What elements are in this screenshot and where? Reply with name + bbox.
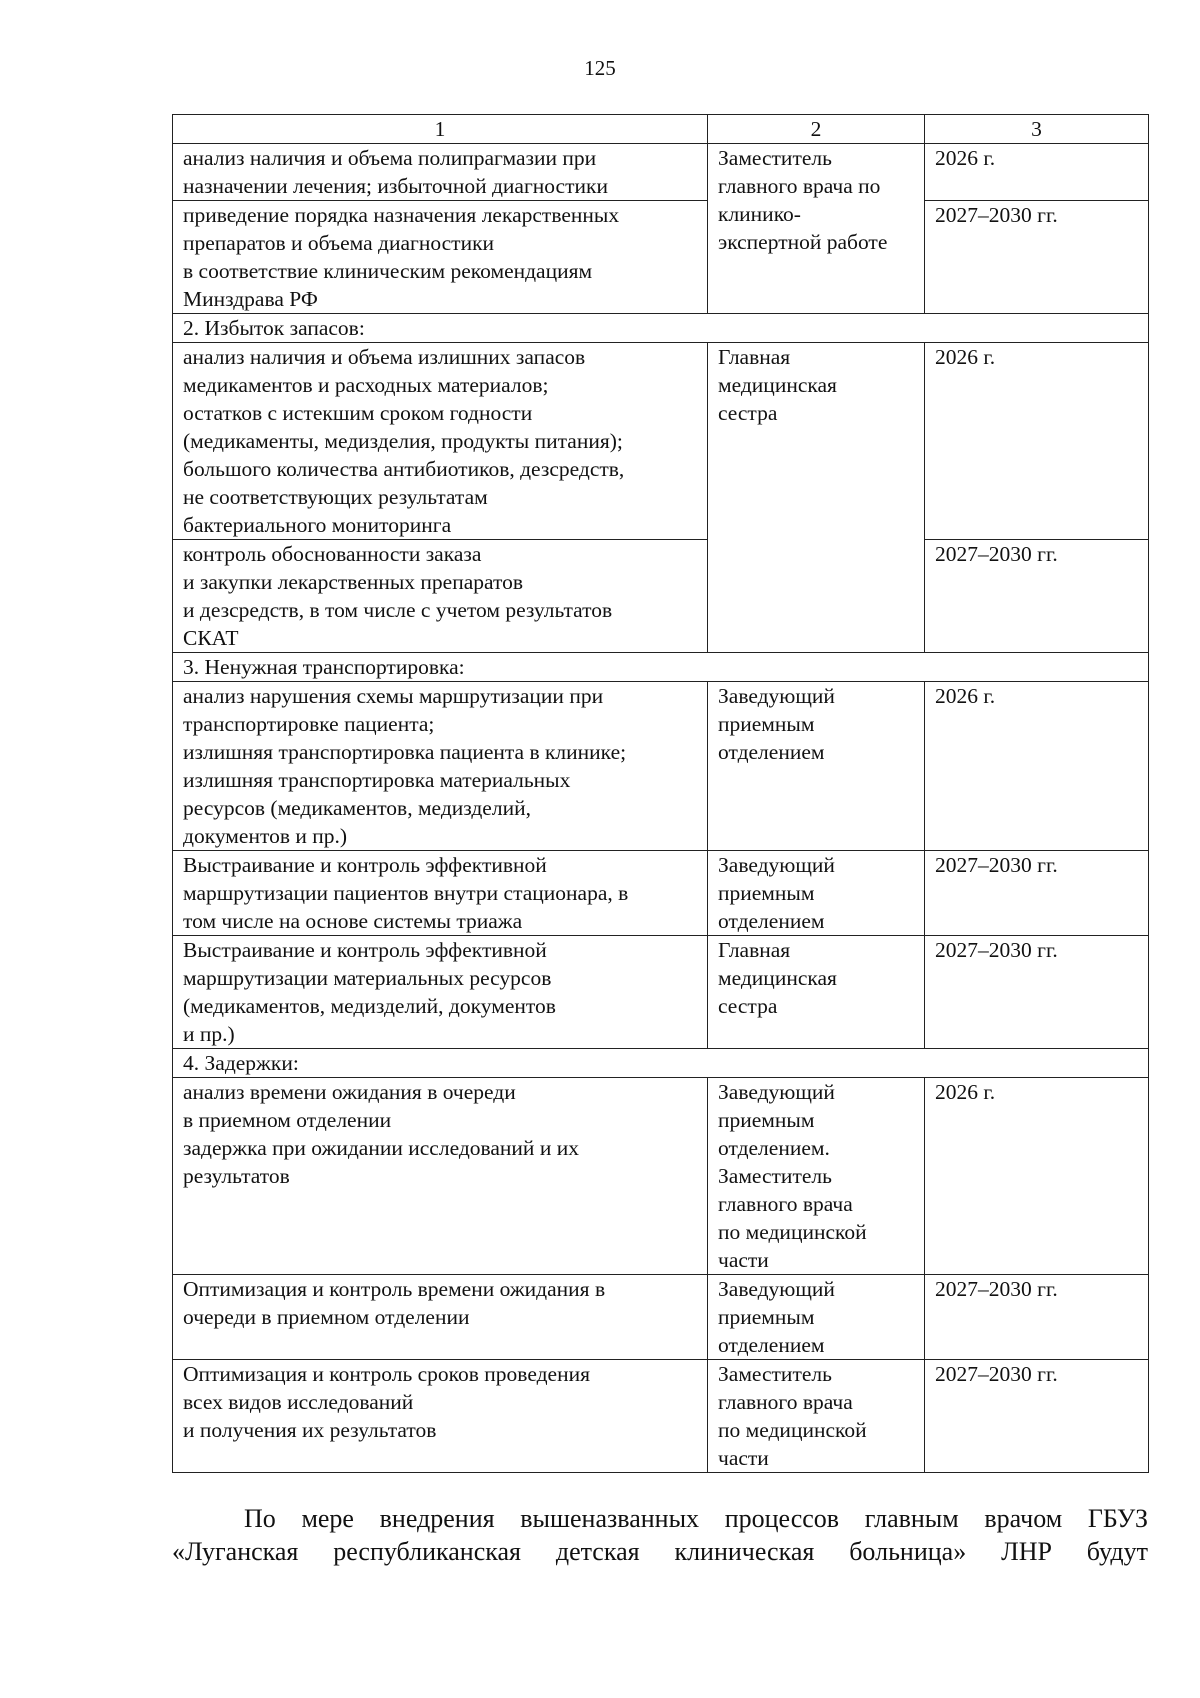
cell-text-line: 2026 г. <box>935 146 996 170</box>
cell-text-line: сестра <box>718 994 778 1018</box>
cell-text-line: Заведующий <box>718 1277 835 1301</box>
cell-text-line: Выстраивание и контроль эффективной <box>183 938 547 962</box>
table-row <box>173 851 1149 936</box>
cell-text-line: в соответствие клиническим рекомендациям <box>183 259 593 283</box>
table-row <box>173 540 1149 653</box>
cell-text-line: анализ нарушения схемы маршрутизации при <box>183 684 604 708</box>
cell-text-line: излишняя транспортировка материальных <box>183 768 571 792</box>
cell-text-line: не соответствующих результатам <box>183 485 488 509</box>
section-heading: 2. Избыток запасов: <box>173 314 1149 343</box>
cell-text-line: маршрутизации материальных ресурсов <box>183 966 552 990</box>
cell-text-line: всех видов исследований <box>183 1390 414 1414</box>
responsible-cell <box>708 851 925 936</box>
cell-text-line: 2026 г. <box>935 684 996 708</box>
deadline-cell <box>925 201 1149 314</box>
cell-text-line: экспертной работе <box>718 230 888 254</box>
deadline-cell <box>925 936 1149 1049</box>
cell-text-line: большого количества антибиотиков, дезсредств, <box>183 457 625 481</box>
cell-text-line: 2027–2030 гг. <box>935 203 1058 227</box>
measure-cell <box>173 540 708 653</box>
section-row <box>173 1049 1149 1078</box>
cell-text-line: приемным <box>718 881 815 905</box>
cell-text-line: 2027–2030 гг. <box>935 1277 1058 1301</box>
cell-text-line: ресурсов (медикаментов, медизделий, <box>183 796 531 820</box>
cell-text-line: остатков с истекшим сроком годности <box>183 401 533 425</box>
cell-text-line: по медицинской <box>718 1220 867 1244</box>
cell-text-line: медицинская <box>718 966 837 990</box>
cell-text-line: Главная <box>718 345 791 369</box>
cell-text-line: (медикаментов, медизделий, документов <box>183 994 556 1018</box>
measure-cell <box>173 1078 708 1275</box>
measure-cell <box>173 144 708 201</box>
measure-cell <box>173 343 708 540</box>
cell-text-line: отделением <box>718 740 825 764</box>
cell-text-line: приведение порядка назначения лекарственных <box>183 203 620 227</box>
cell-text-line: Заведующий <box>718 853 835 877</box>
cell-text-line: 2027–2030 гг. <box>935 853 1058 877</box>
cell-text-line: Заведующий <box>718 684 835 708</box>
cell-text-line: медикаментов и расходных материалов; <box>183 373 549 397</box>
column-header-1: 1 <box>173 115 708 144</box>
responsible-cell <box>708 682 925 851</box>
table-row <box>173 343 1149 540</box>
cell-text-line: приемным <box>718 712 815 736</box>
section-row <box>173 653 1149 682</box>
cell-text-line: назначении лечения; избыточной диагностики <box>183 174 608 198</box>
cell-text-line: медицинская <box>718 373 837 397</box>
deadline-cell <box>925 1078 1149 1275</box>
measure-cell <box>173 682 708 851</box>
table-row <box>173 1078 1149 1275</box>
table-row <box>173 144 1149 201</box>
table-row <box>173 936 1149 1049</box>
body-paragraph-line-1: По мере внедрения вышеназванных процессов главным врачом ГБУЗ <box>244 1504 1148 1533</box>
table-body <box>173 144 1149 1473</box>
cell-text-line: сестра <box>718 401 778 425</box>
section-row <box>173 314 1149 343</box>
cell-text-line: Минздрава РФ <box>183 287 318 311</box>
measure-cell <box>173 1275 708 1360</box>
responsible-cell <box>708 1360 925 1473</box>
responsible-cell <box>708 1275 925 1360</box>
cell-text-line: Оптимизация и контроль сроков проведения <box>183 1362 590 1386</box>
cell-text-line: Заместитель <box>718 146 832 170</box>
responsible-cell <box>708 343 925 653</box>
cell-text-line: главного врача <box>718 1192 853 1216</box>
cell-text-line: транспортировке пациента; <box>183 712 435 736</box>
deadline-cell <box>925 1360 1149 1473</box>
cell-text-line: маршрутизации пациентов внутри стационара, в <box>183 881 629 905</box>
deadline-cell <box>925 343 1149 540</box>
cell-text-line: Выстраивание и контроль эффективной <box>183 853 547 877</box>
cell-text-line: и пр.) <box>183 1022 235 1046</box>
section-heading: 3. Ненужная транспортировка: <box>173 653 1149 682</box>
table-header-row <box>173 115 1149 144</box>
cell-text-line: Оптимизация и контроль времени ожидания в <box>183 1277 606 1301</box>
table-row <box>173 1275 1149 1360</box>
cell-text-line: препаратов и объема диагностики <box>183 231 495 255</box>
responsible-cell <box>708 1078 925 1275</box>
cell-text-line: Главная <box>718 938 791 962</box>
cell-text-line: том числе на основе системы триажа <box>183 909 523 933</box>
cell-text-line: документов и пр.) <box>183 824 348 848</box>
cell-text-line: излишняя транспортировка пациента в клинике; <box>183 740 627 764</box>
cell-text-line: части <box>718 1446 769 1470</box>
cell-text-line: контроль обоснованности заказа <box>183 542 482 566</box>
cell-text-line: отделением. <box>718 1136 830 1160</box>
cell-text-line: отделением <box>718 909 825 933</box>
responsible-cell <box>708 144 925 314</box>
column-header-3: 3 <box>925 115 1149 144</box>
cell-text-line: 2027–2030 гг. <box>935 542 1058 566</box>
cell-text-line: приемным <box>718 1108 815 1132</box>
deadline-cell <box>925 144 1149 201</box>
cell-text-line: 2027–2030 гг. <box>935 938 1058 962</box>
cell-text-line: 2027–2030 гг. <box>935 1362 1058 1386</box>
cell-text-line: анализ наличия и объема полипрагмазии при <box>183 146 597 170</box>
cell-text-line: 2026 г. <box>935 345 996 369</box>
deadline-cell <box>925 1275 1149 1360</box>
cell-text-line: Заместитель <box>718 1164 832 1188</box>
cell-text-line: анализ наличия и объема излишних запасов <box>183 345 586 369</box>
column-header-2: 2 <box>708 115 925 144</box>
cell-text-line: бактериального мониторинга <box>183 513 452 537</box>
cell-text-line: части <box>718 1248 769 1272</box>
section-heading: 4. Задержки: <box>173 1049 1149 1078</box>
responsible-cell <box>708 936 925 1049</box>
deadline-cell <box>925 540 1149 653</box>
table-row <box>173 1360 1149 1473</box>
measure-cell <box>173 851 708 936</box>
cell-text-line: в приемном отделении <box>183 1108 392 1132</box>
cell-text-line: приемным <box>718 1305 815 1329</box>
cell-text-line: задержка при ожидании исследований и их <box>183 1136 579 1160</box>
cell-text-line: СКАТ <box>183 626 239 650</box>
page-number: 125 <box>584 56 616 80</box>
body-paragraph-line-2: «Луганская республиканская детская клиническая больница» ЛНР будут <box>172 1537 1148 1566</box>
table-row <box>173 682 1149 851</box>
measure-cell <box>173 201 708 314</box>
cell-text-line: отделением <box>718 1333 825 1357</box>
deadline-cell <box>925 682 1149 851</box>
cell-text-line: Заместитель <box>718 1362 832 1386</box>
table-row <box>173 201 1149 314</box>
cell-text-line: по медицинской <box>718 1418 867 1442</box>
cell-text-line: (медикаменты, медизделия, продукты питания); <box>183 429 623 453</box>
cell-text-line: и закупки лекарственных препаратов <box>183 570 524 594</box>
measure-cell <box>173 1360 708 1473</box>
cell-text-line: результатов <box>183 1164 290 1188</box>
cell-text-line: клинико- <box>718 202 801 226</box>
cell-text-line: и дезсредств, в том числе с учетом результатов <box>183 598 613 622</box>
cell-text-line: 2026 г. <box>935 1080 996 1104</box>
cell-text-line: главного врача по <box>718 174 881 198</box>
deadline-cell <box>925 851 1149 936</box>
cell-text-line: очереди в приемном отделении <box>183 1305 470 1329</box>
cell-text-line: анализ времени ожидания в очереди <box>183 1080 516 1104</box>
measures-table <box>172 114 1149 1473</box>
cell-text-line: главного врача <box>718 1390 853 1414</box>
cell-text-line: и получения их результатов <box>183 1418 437 1442</box>
cell-text-line: Заведующий <box>718 1080 835 1104</box>
measure-cell <box>173 936 708 1049</box>
